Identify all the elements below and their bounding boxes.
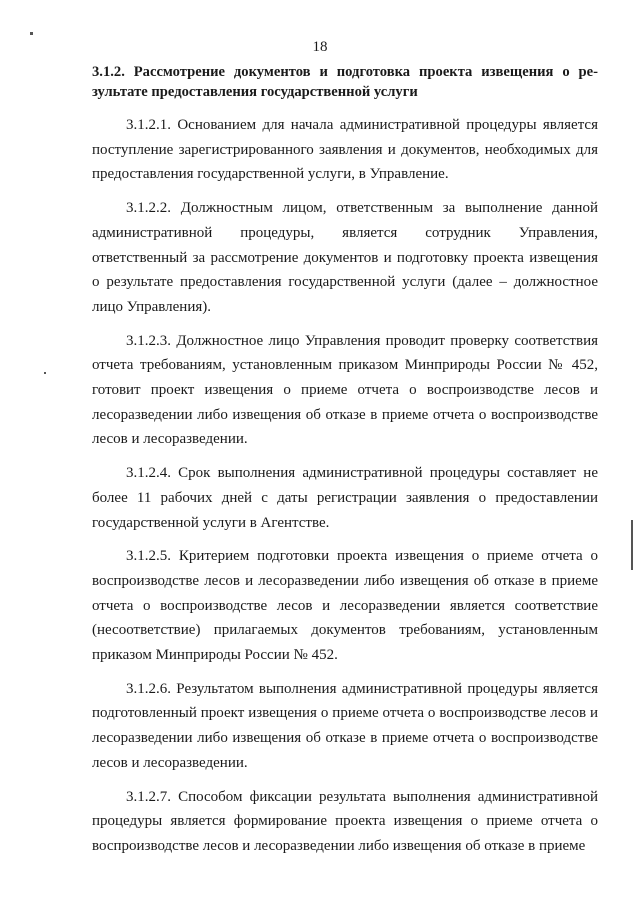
section-heading: 3.1.2. Рассмотрение документов и подготовка проекта извещения о ре-зультате предоставления государственной услуги bbox=[92, 64, 598, 100]
scan-artifact-dot bbox=[44, 372, 46, 374]
paragraph-3-1-2-5: 3.1.2.5. Критерием подготовки проекта извещения о приеме отчета о воспроизводстве лесов и лесоразведении либо извещения об отказе в приеме отчета о воспроизводстве лесов и лесоразведении является соответствие (несоответствие) прилагаемых документов требованиям, установленным приказом Минприроды России № 452. bbox=[92, 548, 598, 664]
paragraph-3-1-2-3: 3.1.2.3. Должностное лицо Управления проводит проверку соответствия отчета требованиям, установленным приказом Минприроды России № 452, готовит проект извещения о приеме отчета о воспроизводстве лесов и лесоразведении либо извещения об отказе в приеме отчета о воспроизводстве лесов и лесоразведении. bbox=[92, 332, 598, 448]
page-number: 18 bbox=[312, 39, 328, 55]
scan-artifact-mark bbox=[631, 520, 633, 570]
paragraph-3-1-2-2: 3.1.2.2. Должностным лицом, ответственным за выполнение данной административной процедуры, является сотрудник Управления, ответственный за рассмотрение документов и подготовку проекта извещения о результате предоставления государственной услуги (далее – должностное лицо Управления). bbox=[92, 200, 598, 315]
paragraph-3-1-2-7: 3.1.2.7. Способом фиксации результата выполнения административной процедуры является формирование проекта извещения о приеме отчета о воспроизводстве лесов и лесоразведении либо извещения об отказе в приеме bbox=[92, 788, 598, 854]
paragraph-3-1-2-4: 3.1.2.4. Срок выполнения административной процедуры составляет не более 11 рабочих дней с даты регистрации заявления о предоставлении государственной услуги в Агентстве. bbox=[92, 465, 598, 531]
document-body bbox=[92, 113, 598, 868]
paragraph-3-1-2-1: 3.1.2.1. Основанием для начала административной процедуры является поступление зарегистрированного заявления и документов, необходимых для предоставления государственной услуги, в Управление. bbox=[92, 117, 598, 183]
scan-artifact-dot bbox=[30, 32, 33, 35]
paragraph-3-1-2-6: 3.1.2.6. Результатом выполнения административной процедуры является подготовленный проект извещения о приеме отчета о воспроизводстве лесов и лесоразведении либо извещения об отказе в приеме отчета о воспроизводстве лесов и лесоразведении. bbox=[92, 680, 598, 771]
